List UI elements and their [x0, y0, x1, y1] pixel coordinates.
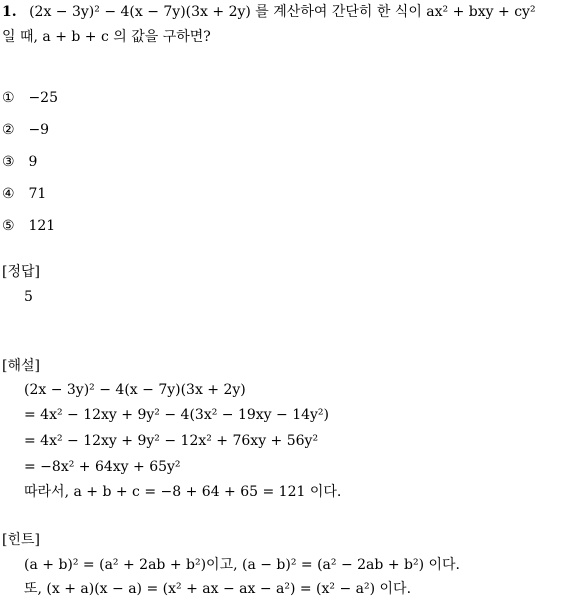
option-mark: ①: [2, 90, 15, 106]
option-value: −9: [28, 122, 50, 138]
explanation-line-5: 따라서, a + b + c = −8 + 64 + 65 = 121 이다.: [24, 484, 342, 500]
option-mark: ⑤: [2, 218, 15, 234]
answer-value: 5: [24, 289, 33, 305]
question-line-1: [2, 2, 536, 22]
answer-label: [정답]: [2, 264, 40, 280]
option-value: 71: [28, 186, 47, 202]
question-text-2: 일 때, a + b + c 의 값을 구하면?: [2, 29, 211, 45]
option-5[interactable]: [2, 216, 55, 236]
question-line-2: [2, 27, 211, 47]
explanation-line-1: (2x − 3y)² − 4(x − 7y)(3x + 2y): [24, 382, 246, 398]
question-text-1: (2x − 3y)² − 4(x − 7y)(3x + 2y) 를 계산하여 간단히 한 식이 ax² + bxy + cy²: [29, 4, 536, 20]
option-2[interactable]: [2, 120, 49, 140]
explanation-line-2: = 4x² − 12xy + 9y² − 4(3x² − 19xy − 14y²): [24, 407, 329, 423]
explanation-label: [해설]: [2, 358, 40, 374]
option-mark: ④: [2, 186, 15, 202]
option-1[interactable]: [2, 88, 58, 108]
option-mark: ②: [2, 122, 15, 138]
explanation-line-4: = −8x² + 64xy + 65y²: [24, 459, 181, 475]
question-number: 1.: [2, 4, 17, 20]
explanation-line-3: = 4x² − 12xy + 9y² − 12x² + 76xy + 56y²: [24, 433, 319, 449]
option-value: 121: [28, 218, 56, 234]
option-4[interactable]: [2, 184, 46, 204]
option-value: 9: [28, 154, 38, 170]
hint-line-2: 또, (x + a)(x − a) = (x² + ax − ax − a²) = (x² − a²) 이다.: [24, 581, 412, 597]
hint-label: [힌트]: [2, 532, 40, 548]
option-value: −25: [28, 90, 58, 106]
hint-line-1: (a + b)² = (a² + 2ab + b²)이고, (a − b)² = (a² − 2ab + b²) 이다.: [24, 557, 460, 573]
option-3[interactable]: [2, 152, 37, 172]
option-mark: ③: [2, 154, 15, 170]
